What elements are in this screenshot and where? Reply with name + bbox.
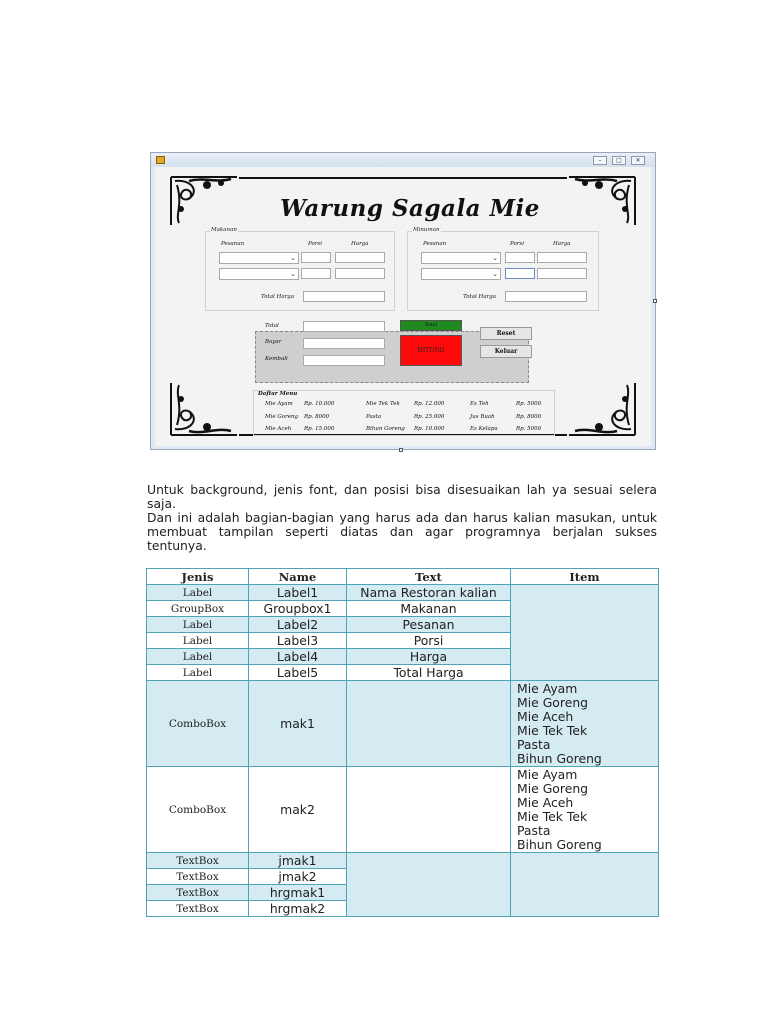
combo-min1[interactable] bbox=[421, 252, 501, 264]
cell-text bbox=[347, 681, 511, 767]
cell-item bbox=[511, 585, 659, 681]
cell-text: Nama Restoran kalian bbox=[347, 585, 511, 601]
total-button[interactable]: Total bbox=[400, 320, 462, 331]
menu-item-price: Rp. 12.000 bbox=[414, 401, 445, 407]
combo-item: Mie Tek Tek bbox=[517, 722, 588, 738]
cell-jenis: TextBox bbox=[147, 853, 249, 869]
menu-item-name: Mie Aceh bbox=[265, 426, 292, 432]
combo-item: Pasta bbox=[517, 736, 551, 752]
menu-item-name: Mie Goreng bbox=[265, 414, 299, 420]
cell-name: hrgmak2 bbox=[249, 901, 347, 917]
app-title: Warung Sagala Mie bbox=[280, 195, 540, 222]
menu-item-name: Pasta bbox=[366, 414, 382, 420]
cell-item bbox=[511, 681, 659, 767]
label-kembali: Kembali bbox=[265, 356, 288, 362]
header-name: Name bbox=[249, 569, 347, 585]
combo-mak2[interactable] bbox=[219, 268, 299, 280]
label-bayar: Bayar bbox=[265, 339, 282, 345]
menu-item-price: Rp. 15.000 bbox=[304, 426, 335, 432]
combo-item: Bihun Goreng bbox=[517, 836, 602, 852]
textbox-jmin1[interactable] bbox=[505, 252, 535, 263]
table-row bbox=[147, 585, 659, 601]
combo-item: Mie Goreng bbox=[517, 694, 589, 710]
cell-jenis: ComboBox bbox=[147, 767, 249, 853]
component-table bbox=[146, 568, 659, 917]
menu-list-panel bbox=[253, 390, 555, 436]
cell-text bbox=[347, 767, 511, 853]
ornament-bottom-right-icon bbox=[567, 379, 637, 437]
cell-jenis: TextBox bbox=[147, 885, 249, 901]
textbox-jmak2[interactable] bbox=[301, 268, 331, 279]
label-total-harga-minuman: Total Harga bbox=[463, 294, 497, 300]
label-harga-minuman: Harga bbox=[553, 241, 571, 247]
menu-item-price: Rp. 25.000 bbox=[414, 414, 445, 420]
maximize-button[interactable]: □ bbox=[612, 156, 626, 165]
cell-jenis: TextBox bbox=[147, 901, 249, 917]
table-row bbox=[147, 681, 659, 767]
combo-item: Mie Ayam bbox=[517, 680, 578, 696]
header-text: Text bbox=[347, 569, 511, 585]
table-row bbox=[147, 767, 659, 853]
menu-item-name: Es Teh bbox=[470, 401, 489, 407]
textbox-hrgmin1[interactable] bbox=[537, 252, 587, 263]
cell-text: Harga bbox=[347, 649, 511, 665]
cell-jenis: Label bbox=[147, 617, 249, 633]
label-pesanan-makanan: Pesanan bbox=[221, 241, 245, 247]
textbox-jmak1[interactable] bbox=[301, 252, 331, 263]
resize-handle bbox=[653, 299, 657, 303]
textbox-total-minuman[interactable] bbox=[505, 291, 587, 302]
menu-item-price: Rp. 8000 bbox=[304, 414, 330, 420]
groupbox-makanan-title: Makanan bbox=[211, 227, 237, 233]
cell-name: mak2 bbox=[249, 767, 347, 853]
textbox-total[interactable] bbox=[303, 321, 385, 332]
label-pesanan-minuman: Pesanan bbox=[423, 241, 447, 247]
cell-text: Total Harga bbox=[347, 665, 511, 681]
cell-jenis: Label bbox=[147, 633, 249, 649]
cell-name: mak1 bbox=[249, 681, 347, 767]
cell-name: Label4 bbox=[249, 649, 347, 665]
paragraph-instructions: Dan ini adalah bagian-bagian yang harus ada dan harus kalian masukan, untuk membuat tampilan seperti diatas dan agar programnya berjalan sukses tentunya. bbox=[147, 510, 657, 553]
textbox-bayar[interactable] bbox=[303, 338, 385, 349]
label-total: Total bbox=[265, 323, 279, 329]
combo-mak1[interactable] bbox=[219, 252, 299, 264]
cell-item bbox=[511, 853, 659, 917]
cell-jenis: GroupBox bbox=[147, 601, 249, 617]
label-porsi-makanan: Porsi bbox=[308, 241, 322, 247]
cell-name: jmak2 bbox=[249, 869, 347, 885]
top-border-line bbox=[239, 177, 567, 179]
label-total-harga-makanan: Total Harga bbox=[261, 294, 295, 300]
window-titlebar bbox=[151, 153, 655, 167]
groupbox-minuman-title: Minuman bbox=[413, 227, 440, 233]
ornament-top-left-icon bbox=[169, 175, 239, 227]
header-item: Item bbox=[511, 569, 659, 585]
textbox-jmin2[interactable] bbox=[505, 268, 535, 279]
combo-item: Mie Aceh bbox=[517, 708, 574, 724]
menu-item-price: Rp. 10.000 bbox=[414, 426, 445, 432]
cell-text: Porsi bbox=[347, 633, 511, 649]
menu-item-price: Rp. 5000 bbox=[516, 426, 542, 432]
cell-jenis: Label bbox=[147, 585, 249, 601]
combo-item: Mie Ayam bbox=[517, 766, 578, 782]
menu-item-name: Mie Ayam bbox=[265, 401, 293, 407]
label-harga-makanan: Harga bbox=[351, 241, 369, 247]
cell-jenis: Label bbox=[147, 649, 249, 665]
textbox-hrgmak1[interactable] bbox=[335, 252, 385, 263]
cell-name: jmak1 bbox=[249, 853, 347, 869]
cell-name: Label3 bbox=[249, 633, 347, 649]
textbox-kembali[interactable] bbox=[303, 355, 385, 366]
keluar-button[interactable]: Keluar bbox=[480, 345, 532, 358]
cell-name: Label1 bbox=[249, 585, 347, 601]
menu-item-price: Rp. 8000 bbox=[516, 414, 542, 420]
app-screenshot bbox=[150, 152, 656, 450]
combo-item: Mie Aceh bbox=[517, 794, 574, 810]
header-jenis: Jenis bbox=[147, 569, 249, 585]
table-row bbox=[147, 853, 659, 869]
close-button[interactable]: ✕ bbox=[631, 156, 645, 165]
textbox-hrgmin2[interactable] bbox=[537, 268, 587, 279]
chevron-down-icon: ⌄ bbox=[290, 254, 296, 262]
combo-item: Bihun Goreng bbox=[517, 750, 602, 766]
menu-title: Daftar Menu bbox=[258, 391, 298, 397]
paragraph-intro: Untuk background, jenis font, dan posisi bisa disesuaikan lah ya sesuai selera saja. bbox=[147, 482, 657, 511]
textbox-total-makanan[interactable] bbox=[303, 291, 385, 302]
combo-item: Mie Tek Tek bbox=[517, 808, 588, 824]
chevron-down-icon: ⌄ bbox=[492, 270, 498, 278]
chevron-down-icon: ⌄ bbox=[290, 270, 296, 278]
cell-name: Label2 bbox=[249, 617, 347, 633]
cell-jenis: TextBox bbox=[147, 869, 249, 885]
textbox-hrgmak2[interactable] bbox=[335, 268, 385, 279]
reset-button[interactable]: Reset bbox=[480, 327, 532, 340]
label-porsi-minuman: Porsi bbox=[510, 241, 524, 247]
cell-jenis: Label bbox=[147, 665, 249, 681]
ornament-bottom-left-icon bbox=[169, 379, 239, 437]
cell-name: hrgmak1 bbox=[249, 885, 347, 901]
chevron-down-icon: ⌄ bbox=[492, 254, 498, 262]
resize-handle bbox=[399, 448, 403, 452]
cell-jenis: ComboBox bbox=[147, 681, 249, 767]
menu-item-price: Rp. 5000 bbox=[516, 401, 542, 407]
menu-item-name: Bihun Goreng bbox=[366, 426, 405, 432]
menu-item-name: Es Kelapa bbox=[470, 426, 498, 432]
cell-text: Makanan bbox=[347, 601, 511, 617]
cell-name: Groupbox1 bbox=[249, 601, 347, 617]
cell-text: Pesanan bbox=[347, 617, 511, 633]
combo-item: Pasta bbox=[517, 822, 551, 838]
ornament-top-right-icon bbox=[567, 175, 637, 227]
combo-item: Mie Goreng bbox=[517, 780, 589, 796]
cell-item bbox=[511, 767, 659, 853]
combo-min2[interactable] bbox=[421, 268, 501, 280]
app-icon bbox=[156, 156, 165, 164]
menu-item-name: Jus Buah bbox=[470, 414, 495, 420]
cell-text bbox=[347, 853, 511, 917]
cell-name: Label5 bbox=[249, 665, 347, 681]
hitung-button[interactable]: HITUNG bbox=[400, 335, 462, 366]
form-body bbox=[155, 167, 651, 446]
minimize-button[interactable]: – bbox=[593, 156, 607, 165]
menu-item-price: Rp. 10.000 bbox=[304, 401, 335, 407]
menu-item-name: Mie Tek Tek bbox=[366, 401, 400, 407]
